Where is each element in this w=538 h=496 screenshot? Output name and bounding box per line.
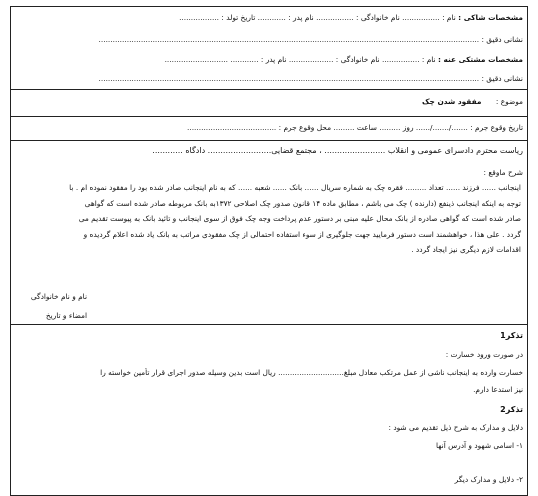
body-heading: شرح ماوقع : [483, 168, 523, 177]
notes-section [11, 325, 527, 495]
complaint-form [10, 6, 528, 496]
body-line: اینجانب ...... فرزند ...... تعداد ......... فقره چک به شماره سریال ...... بانک ...... شعبه ...... که به نام اینجانب صادر شده بود را مفقود نموده ام . با [69, 183, 521, 192]
accused-title: مشخصات مشتکی عنه : [437, 55, 523, 64]
incident-section [11, 117, 527, 141]
body-paragraph [17, 180, 521, 258]
accused-fields[interactable]: نام : ................ نام خانوادگی : ................... نام پدر : ............ ........................... [164, 55, 438, 64]
note2-intro: دلایل و مدارک به شرح ذیل تقدیم می شود : [388, 423, 523, 432]
note1-title: تذکر1 [500, 331, 523, 340]
addressee[interactable]: ریاست محترم دادسرای عمومی و انقلاب ........................ ، مجتمع قضایی......................... دادگاه ............ [152, 146, 523, 155]
signature-name[interactable]: نام و نام خانوادگی [30, 292, 87, 301]
subject-label: موضوع : [495, 97, 523, 106]
accused-address[interactable]: نشانی دقیق : .................................................................................................................................................................. [98, 74, 523, 83]
signature-date[interactable]: امضاء و تاریخ [45, 311, 87, 320]
plaintiff-title: مشخصات شاکی : [458, 13, 523, 22]
subject-row [15, 97, 523, 106]
note2-title: تذکر2 [500, 405, 523, 414]
plaintiff-row [15, 13, 523, 22]
incident-row[interactable]: تاریخ وقوع جرم : ......./......./...... روز ......... ساعت ......... محل وقوع جرم : ...................................... [187, 123, 523, 132]
parties-section [11, 7, 527, 90]
subject-value[interactable]: مفقود شدن چک [421, 97, 482, 106]
note1-line[interactable]: خسارت وارده به اینجانب ناشی از عمل مرتکب معادل مبلغ............................ ریال است بدین وسیله صدور اجرای قرار تأمین خواسته را [100, 368, 523, 377]
note2-item-documents[interactable]: ۲- دلایل و مدارک دیگر [454, 475, 523, 484]
plaintiff-fields[interactable]: نام : ................ نام خانوادگی : ................ نام پدر : ............ تاریخ تولد : ................. [179, 13, 459, 22]
plaintiff-address[interactable]: نشانی دقیق : .................................................................................................................................................................. [98, 35, 523, 44]
note2-item-witnesses[interactable]: ۱- اسامی شهود و آدرس آنها [436, 441, 523, 450]
subject-section [11, 90, 527, 117]
letter-section [11, 141, 527, 325]
body-line: گردد . علی هذا ، خواهشمند است دستور فرمایید جهت جلوگیری از سوء استفاده احتمالی از چک مفقودی مراتب به بانک یاد شده اعلام گردیده و [83, 229, 521, 239]
body-line: توجه به اینکه اینجانب ذینفع (دارنده ) چک می باشم ، مطابق ماده ۱۴ قانون صدور چک اصلاحی ۱۳۷۲به بانک مربوطه صادر شده است که گواهی [84, 198, 521, 208]
body-line: اقدامات لازم دیگری نیز ایجاد گردد . [411, 245, 521, 254]
note1-intro: در صورت ورود خسارت : [445, 350, 523, 359]
body-line: صادر شده است که گواهی صادره از بانک محال علیه مبنی بر دستور عدم پرداخت وجه چک فوق از سوی اینجانب و تائید بانک به پیوست تقدیم می [78, 214, 521, 223]
note1-line: نیز استدعا دارم. [473, 385, 523, 394]
accused-row [15, 55, 523, 64]
